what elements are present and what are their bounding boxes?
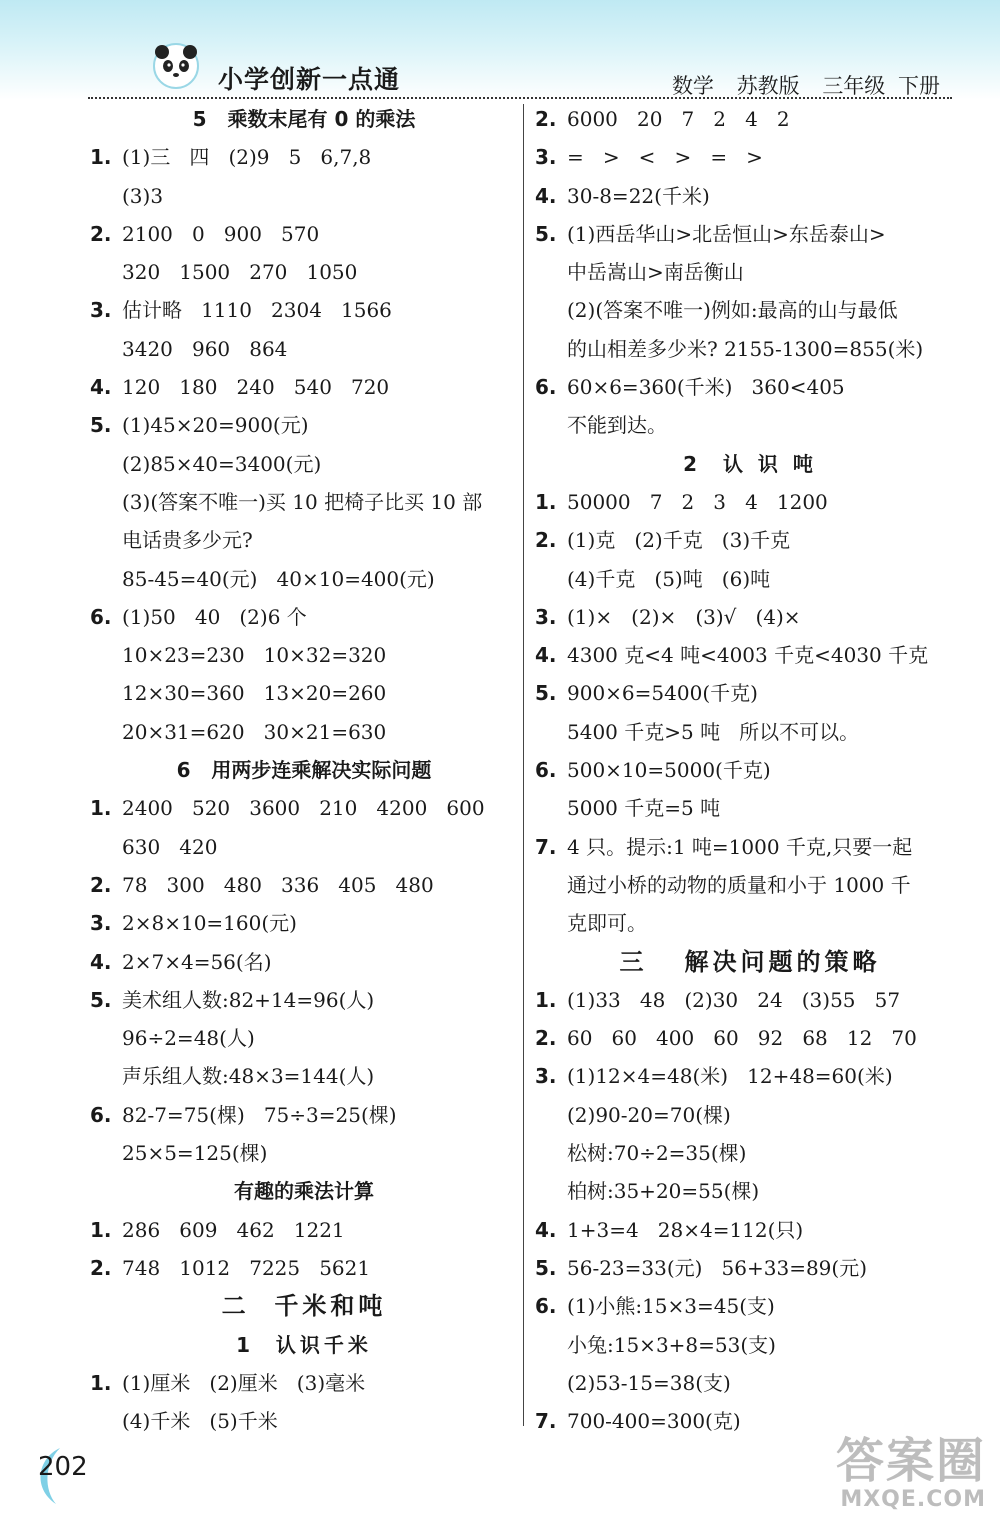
answer-item bbox=[535, 483, 965, 521]
answer-continuation: 通过小桥的动物的质量和小于 1000 千 bbox=[567, 872, 911, 897]
item-text: 30-8=22(千米) bbox=[567, 183, 710, 208]
answer-item bbox=[535, 1019, 965, 1057]
item-number: 2. bbox=[535, 107, 557, 131]
answer-continuation: (2)53-15=38(支) bbox=[567, 1370, 731, 1395]
item-text: 60 60 400 60 92 68 12 70 bbox=[567, 1026, 917, 1051]
item-number: 3. bbox=[90, 911, 112, 936]
answer-item bbox=[535, 1249, 965, 1287]
watermark bbox=[836, 1435, 986, 1512]
item-text: 60×6=360(千米) 360<405 bbox=[567, 375, 845, 400]
answer-item bbox=[90, 138, 518, 176]
answer-continuation: 声乐组人数:48×3=144(人) bbox=[122, 1064, 375, 1089]
answer-continuation: 3420 960 864 bbox=[122, 336, 288, 361]
item-number: 4. bbox=[90, 949, 112, 974]
answer-item bbox=[90, 598, 518, 636]
item-text: 78 300 480 336 405 480 bbox=[122, 872, 434, 897]
item-number: 1. bbox=[90, 796, 112, 821]
item-number: 6. bbox=[90, 1102, 112, 1127]
item-number: 1. bbox=[535, 489, 557, 514]
edition-label: 苏教版 bbox=[736, 74, 800, 98]
item-text: (1)三 四 (2)9 5 6,7,8 bbox=[122, 145, 372, 170]
answer-continuation: 松树:70÷2=35(棵) bbox=[567, 1141, 747, 1166]
answer-continuation: 12×30=360 13×20=260 bbox=[122, 681, 387, 706]
section-heading: 1 认识千米 bbox=[236, 1332, 372, 1357]
item-number: 1. bbox=[90, 145, 112, 170]
answer-continuation: 630 420 bbox=[122, 834, 218, 859]
answer-item bbox=[535, 598, 965, 636]
item-number: 3. bbox=[535, 145, 557, 170]
answer-item bbox=[90, 406, 518, 444]
item-number: 3. bbox=[90, 298, 112, 323]
answer-item bbox=[535, 674, 965, 712]
answer-continuation: (4)千米 (5)千米 bbox=[122, 1409, 278, 1434]
item-text: (1)克 (2)千克 (3)千克 bbox=[567, 528, 791, 553]
answer-item bbox=[535, 521, 965, 559]
answer-continuation: 柏树:35+20=55(棵) bbox=[567, 1179, 760, 1204]
answer-continuation: 85-45=40(元) 40×10=400(元) bbox=[122, 566, 435, 591]
item-text: 50000 7 2 3 4 1200 bbox=[567, 489, 828, 514]
answer-continuation: (2)(答案不唯一)例如:最高的山与最低 bbox=[567, 298, 898, 323]
item-text: 2400 520 3600 210 4200 600 bbox=[122, 796, 485, 821]
answer-item bbox=[90, 943, 518, 981]
item-number: 5. bbox=[535, 681, 557, 706]
item-number: 4. bbox=[90, 375, 112, 400]
item-text: 286 609 462 1221 bbox=[122, 1217, 345, 1242]
subject-label: 数学 bbox=[671, 74, 714, 98]
item-number: 2. bbox=[535, 1026, 557, 1051]
answer-item bbox=[90, 866, 518, 904]
answer-item bbox=[90, 1096, 518, 1134]
section-heading: 三 解决问题的策略 bbox=[619, 947, 881, 976]
grade-label: 三年级 bbox=[822, 74, 886, 98]
item-number: 2. bbox=[90, 221, 112, 246]
answer-continuation: 5400 千克>5 吨 所以不可以。 bbox=[567, 719, 860, 744]
answer-continuation: 25×5=125(棵) bbox=[122, 1141, 268, 1166]
item-text: 700-400=300(克) bbox=[567, 1409, 741, 1434]
answer-continuation: (3)(答案不唯一)买 10 把椅子比买 10 部 bbox=[122, 489, 483, 514]
answer-continuation: 的山相差多少米? 2155-1300=855(米) bbox=[567, 336, 924, 361]
answer-item bbox=[535, 215, 965, 253]
item-text: 2×8×10=160(元) bbox=[122, 911, 297, 936]
item-text: (1)12×4=48(米) 12+48=60(米) bbox=[567, 1064, 893, 1089]
answer-item bbox=[535, 1287, 965, 1325]
answer-item bbox=[90, 291, 518, 329]
item-number: 6. bbox=[535, 1294, 557, 1319]
answer-item bbox=[90, 1211, 518, 1249]
answer-continuation: 中岳嵩山>南岳衡山 bbox=[567, 260, 744, 285]
answer-item bbox=[535, 828, 965, 866]
watermark-url: MXQE.COM bbox=[840, 1487, 986, 1512]
answer-continuation: (2)90-20=70(棵) bbox=[567, 1102, 731, 1127]
item-text: 2100 0 900 570 bbox=[122, 221, 320, 246]
section-heading: 2 认 识 吨 bbox=[683, 451, 817, 476]
answer-item bbox=[535, 1211, 965, 1249]
answer-continuation: 不能到达。 bbox=[567, 413, 667, 438]
item-number: 6. bbox=[535, 375, 557, 400]
item-text: 4 只。提示:1 吨=1000 千克,只要一起 bbox=[567, 834, 913, 859]
answer-continuation: (4)千克 (5)吨 (6)吨 bbox=[567, 566, 771, 591]
item-number: 6. bbox=[535, 758, 557, 783]
item-text: (1)西岳华山>北岳恒山>东岳泰山> bbox=[567, 221, 886, 246]
item-number: 1. bbox=[90, 1370, 112, 1395]
page-number: 202 bbox=[38, 1452, 88, 1482]
item-text: (1)33 48 (2)30 24 (3)55 57 bbox=[567, 987, 901, 1012]
header-dotted-rule bbox=[88, 97, 952, 99]
answer-item bbox=[535, 368, 965, 406]
answer-continuation: 克即可。 bbox=[567, 911, 647, 936]
item-text: = > < > = > bbox=[567, 145, 763, 170]
answer-continuation: 20×31=620 30×21=630 bbox=[122, 719, 387, 744]
answer-continuation: 小兔:15×3+8=53(支) bbox=[567, 1332, 776, 1357]
answer-item bbox=[90, 215, 518, 253]
answer-item bbox=[535, 636, 965, 674]
answer-item bbox=[535, 100, 965, 138]
answer-continuation: (2)85×40=3400(元) bbox=[122, 451, 322, 476]
item-number: 4. bbox=[535, 1217, 557, 1242]
item-text: 120 180 240 540 720 bbox=[122, 375, 390, 400]
item-text: 82-7=75(棵) 75÷3=25(棵) bbox=[122, 1102, 397, 1127]
item-text: 1+3=4 28×4=112(只) bbox=[567, 1217, 804, 1242]
item-text: 6000 20 7 2 4 2 bbox=[567, 107, 790, 131]
answer-continuation: 10×23=230 10×32=320 bbox=[122, 643, 387, 668]
panda-logo-icon bbox=[148, 40, 206, 92]
answer-item bbox=[90, 368, 518, 406]
answer-continuation: 96÷2=48(人) bbox=[122, 1026, 255, 1051]
item-text: 美术组人数:82+14=96(人) bbox=[122, 987, 375, 1012]
item-number: 5. bbox=[90, 987, 112, 1012]
item-number: 6. bbox=[90, 604, 112, 629]
item-text: 2×7×4=56(名) bbox=[122, 949, 272, 974]
item-number: 3. bbox=[535, 604, 557, 629]
item-number: 2. bbox=[90, 1255, 112, 1280]
answer-item bbox=[535, 1057, 965, 1095]
item-text: (1)× (2)× (3)√ (4)× bbox=[567, 604, 801, 629]
item-text: 900×6=5400(千克) bbox=[567, 681, 758, 706]
item-number: 4. bbox=[535, 183, 557, 208]
left-column bbox=[90, 100, 518, 1440]
item-number: 5. bbox=[535, 1255, 557, 1280]
item-text: (1)小熊:15×3=45(支) bbox=[567, 1294, 775, 1319]
item-number: 2. bbox=[535, 528, 557, 553]
item-number: 7. bbox=[535, 1409, 557, 1434]
answer-item bbox=[90, 789, 518, 827]
answer-item bbox=[535, 177, 965, 215]
answer-item bbox=[90, 904, 518, 942]
answer-item bbox=[90, 981, 518, 1019]
answer-item bbox=[535, 981, 965, 1019]
item-text: 4300 克<4 吨<4003 千克<4030 千克 bbox=[567, 643, 929, 668]
answer-continuation: 5000 千克=5 吨 bbox=[567, 796, 721, 821]
item-text: 估计略 1110 2304 1566 bbox=[122, 298, 392, 323]
item-number: 3. bbox=[535, 1064, 557, 1089]
section-heading: 6 用两步连乘解决实际问题 bbox=[176, 758, 432, 783]
volume-label: 下册 bbox=[898, 74, 940, 98]
answer-item bbox=[535, 751, 965, 789]
item-text: 56-23=33(元) 56+33=89(元) bbox=[567, 1255, 868, 1280]
item-number: 7. bbox=[535, 834, 557, 859]
answer-item bbox=[90, 1249, 518, 1287]
item-text: 500×10=5000(千克) bbox=[567, 758, 771, 783]
right-column bbox=[535, 100, 965, 1440]
item-number: 5. bbox=[90, 413, 112, 438]
item-number: 2. bbox=[90, 872, 112, 897]
book-meta bbox=[656, 70, 940, 100]
book-title: 小学创新一点通 bbox=[218, 65, 401, 94]
answer-continuation: 电话贵多少元? bbox=[122, 528, 253, 553]
item-text: 748 1012 7225 5621 bbox=[122, 1255, 371, 1280]
answer-item bbox=[90, 1364, 518, 1402]
item-number: 1. bbox=[535, 987, 557, 1012]
answer-continuation: 320 1500 270 1050 bbox=[122, 260, 358, 285]
item-number: 5. bbox=[535, 221, 557, 246]
section-heading: 有趣的乘法计算 bbox=[234, 1179, 374, 1204]
watermark-logo: 答案圈 bbox=[835, 1433, 986, 1489]
answer-continuation: (3)3 bbox=[122, 183, 164, 208]
column-divider bbox=[523, 104, 524, 1426]
section-heading: 5 乘数末尾有 0 的乘法 bbox=[192, 107, 416, 131]
item-text: (1)厘米 (2)厘米 (3)毫米 bbox=[122, 1370, 366, 1395]
item-number: 4. bbox=[535, 643, 557, 668]
item-text: (1)50 40 (2)6 个 bbox=[122, 604, 307, 629]
section-heading: 二 千米和吨 bbox=[221, 1292, 387, 1321]
item-number: 1. bbox=[90, 1217, 112, 1242]
answer-item bbox=[535, 138, 965, 176]
item-text: (1)45×20=900(元) bbox=[122, 413, 309, 438]
